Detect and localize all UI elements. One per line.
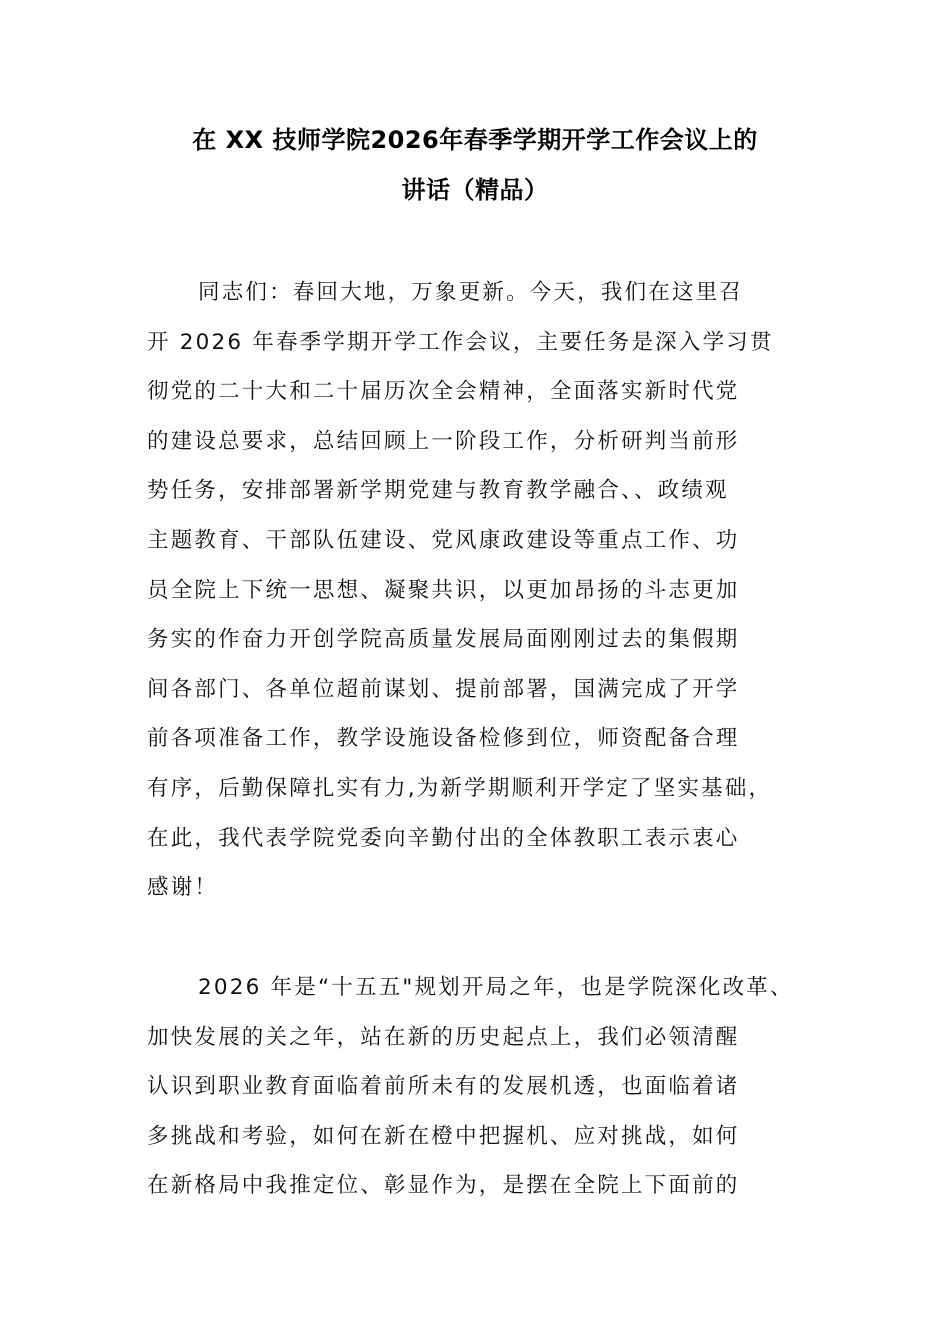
document-title bbox=[140, 115, 810, 215]
paragraph-line: 主题教育、干部队伍建设、党风康政建设等重点工作、功 bbox=[147, 527, 740, 553]
paragraph-line: 2026 年是“十五五"规划开局之年，也是学院深化改革、 bbox=[198, 975, 794, 1000]
paragraph-line: 有序，后勤保障扎实有力,为新学期顺利开学定了坚实基础， bbox=[147, 775, 773, 801]
paragraph-2 bbox=[147, 963, 827, 1211]
paragraph-line: 员全院上下统一思想、凝聚共识，以更加昂扬的斗志更加 bbox=[147, 577, 740, 603]
paragraph-line: 前各项准备工作，教学设施设备检修到位，师资配备合理 bbox=[147, 726, 740, 752]
paragraph-line: 开 2026 年春季学期开学工作会议，主要任务是深入学习贯 bbox=[147, 329, 774, 355]
paragraph-line: 务实的作奋力开创学院高质量发展局面刚刚过去的集假期 bbox=[147, 627, 740, 653]
paragraph-line: 彻党的二十大和二十届历次全会精神，全面落实新时代党 bbox=[147, 379, 740, 405]
paragraph-line: 感谢！ bbox=[147, 875, 219, 901]
paragraph-line: 的建设总要求，总结回顾上一阶段工作，分析研判当前形 bbox=[147, 428, 740, 454]
paragraph-line: 同志们：春回大地，万象更新。今天，我们在这里召 bbox=[198, 280, 744, 305]
paragraph-line: 在新格局中我推定位、彰显作为，是摆在全院上下面前的 bbox=[147, 1173, 740, 1199]
paragraph-line: 势任务，安排部署新学期党建与教育教学融合、、政绩观 bbox=[147, 478, 729, 504]
paragraph-line: 加快发展的关之年，站在新的历史起点上，我们必领清醒 bbox=[147, 1024, 740, 1050]
paragraph-1 bbox=[147, 268, 827, 913]
paragraph-line: 认识到职业教育面临着前所未有的发展机透，也面临着诸 bbox=[147, 1074, 740, 1100]
title-line-1: 在 XX 技师学院2026年春季学期开学工作会议上的 bbox=[192, 126, 758, 154]
title-line-2: 讲话（精品） bbox=[401, 176, 549, 204]
paragraph-line: 多挑战和考验，如何在新在橙中把握机、应对挑战，如何 bbox=[147, 1123, 740, 1149]
paragraph-line: 间各部门、各单位超前谋划、提前部署，国满完成了开学 bbox=[147, 676, 740, 702]
paragraph-line: 在此，我代表学院党委向辛勤付出的全体教职工表示衷心 bbox=[147, 825, 740, 851]
